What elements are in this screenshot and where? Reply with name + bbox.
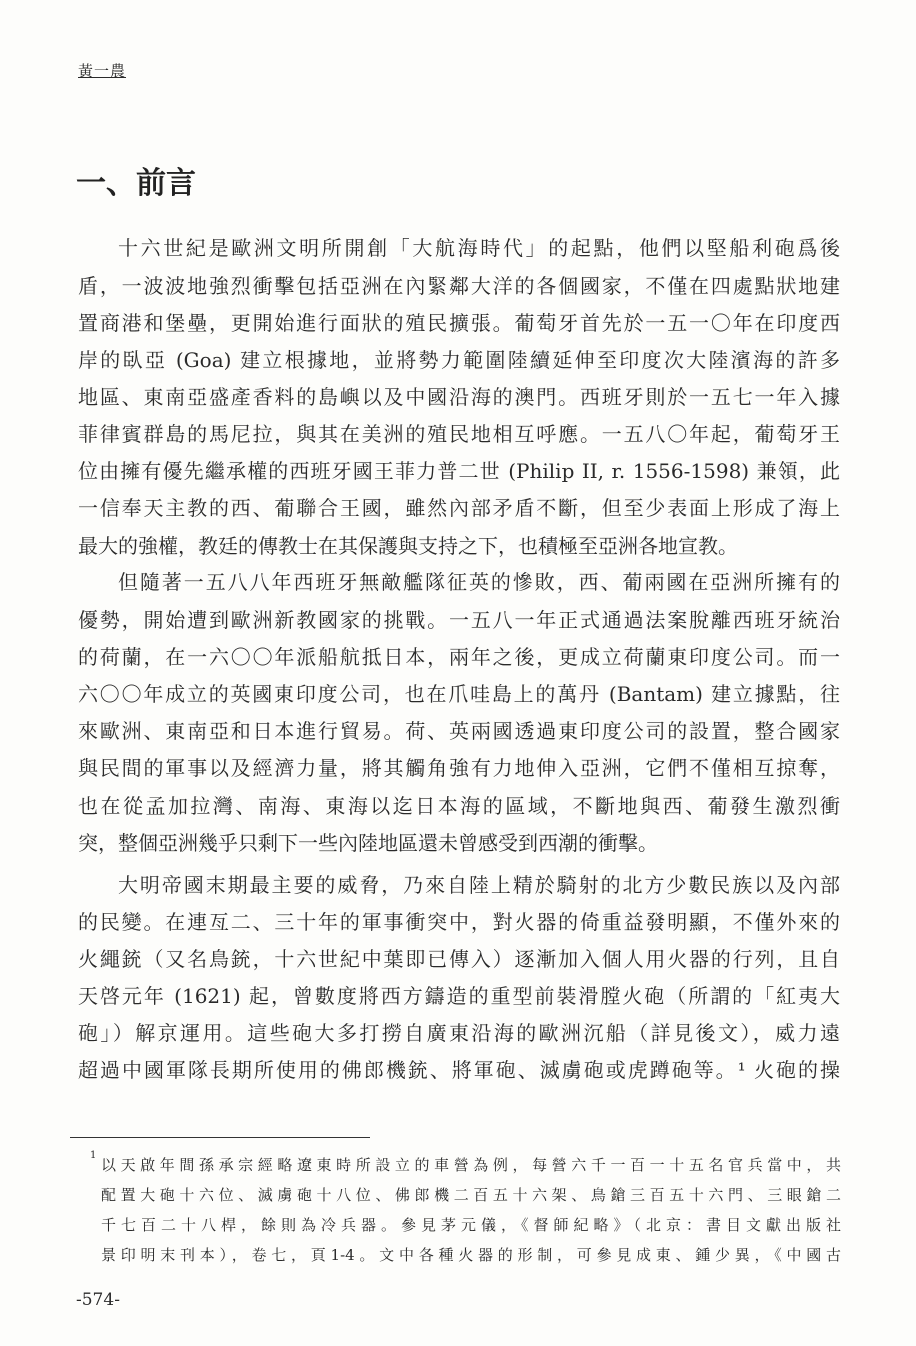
text-line: 來歐洲、東南亞和日本進行貿易。荷、英兩國透過東印度公司的設置，整合國家 xyxy=(78,719,840,743)
footnote-divider xyxy=(70,1137,370,1138)
text-line: 岸的臥亞 (Goa) 建立根據地，並將勢力範圍陸續延伸至印度次大陸濱海的許多 xyxy=(78,348,840,372)
text-line: 盾，一波波地強烈衝擊包括亞洲在內緊鄰大洋的各個國家，不僅在四處點狀地建 xyxy=(78,274,840,298)
text-line: 突，整個亞洲幾乎只剩下一些內陸地區還未曾感受到西潮的衝擊。 xyxy=(78,831,658,855)
text-line: 砲」）解京運用。這些砲大多打撈自廣東沿海的歐洲沉船（詳見後文），威力遠 xyxy=(78,1021,840,1045)
footnote-line: 景印明末刊本），卷七，頁1-4。文中各種火器的形制，可參見成東、鍾少異，《中國古 xyxy=(101,1246,841,1264)
text-line: 與民間的軍事以及經濟力量，將其觸角強有力地伸入亞洲，它們不僅相互掠奪， xyxy=(78,756,840,780)
text-line: 火繩銃（又名鳥銃，十六世紀中葉即已傳入）逐漸加入個人用火器的行列，且自 xyxy=(78,947,840,971)
footnote-line: 千七百二十八桿，餘則為冷兵器。參見茅元儀，《督師紀略》（北京：書目文獻出版社 xyxy=(101,1216,841,1234)
text-line: 十六世紀是歐洲文明所開創「大航海時代」的起點，他們以堅船利砲爲後 xyxy=(118,236,840,260)
text-line: 優勢，開始遭到歐洲新教國家的挑戰。一五八一年正式通過法案脫離西班牙統治 xyxy=(78,608,840,632)
text-line: 但隨著一五八八年西班牙無敵艦隊征英的慘敗，西、葡兩國在亞洲所擁有的 xyxy=(118,570,840,594)
text-line: 超過中國軍隊長期所使用的佛郎機銃、將軍砲、滅虜砲或虎蹲砲等。¹ 火砲的操 xyxy=(78,1058,840,1082)
text-line: 位由擁有優先繼承權的西班牙國王菲力普二世 (Philip II, r. 1556-1598) 兼領，此 xyxy=(78,459,840,483)
footnote-line: 以天啟年間孫承宗經略遼東時所設立的車營為例，每營六千一百一十五名官兵當中，共 xyxy=(101,1156,841,1174)
page-number: -574- xyxy=(76,1290,120,1310)
text-line: 地區、東南亞盛產香料的島嶼以及中國沿海的澳門。西班牙則於一五七一年入據 xyxy=(78,385,840,409)
footnote-marker: 1 xyxy=(90,1150,97,1161)
text-line: 的民變。在連亙二、三十年的軍事衝突中，對火器的倚重益發明顯，不僅外來的 xyxy=(78,910,840,934)
text-line: 天啓元年 (1621) 起，曾數度將西方鑄造的重型前裝滑膛火砲（所謂的「紅夷大 xyxy=(78,984,840,1008)
running-header-author: 黃一農 xyxy=(78,62,127,80)
text-line: 六〇〇年成立的英國東印度公司，也在爪哇島上的萬丹 (Bantam) 建立據點，往 xyxy=(78,682,840,706)
footnote-line: 配置大砲十六位、滅虜砲十八位、佛郎機二百五十六架、鳥鎗三百五十六門、三眼鎗二 xyxy=(101,1186,841,1204)
text-line: 最大的強權，教廷的傳教士在其保護與支持之下，也積極至亞洲各地宣教。 xyxy=(78,534,738,558)
text-line: 菲律賓群島的馬尼拉，與其在美洲的殖民地相互呼應。一五八〇年起，葡萄牙王 xyxy=(78,422,840,446)
text-line: 置商港和堡壘，更開始進行面狀的殖民擴張。葡萄牙首先於一五一〇年在印度西 xyxy=(78,311,840,335)
text-line: 的荷蘭，在一六〇〇年派船航抵日本，兩年之後，更成立荷蘭東印度公司。而一 xyxy=(78,645,840,669)
section-title: 一、前言 xyxy=(76,166,196,201)
text-line: 也在從孟加拉灣、南海、東海以迄日本海的區域，不斷地與西、葡發生激烈衝 xyxy=(78,794,840,818)
text-line: 大明帝國末期最主要的威脅，乃來自陸上精於騎射的北方少數民族以及內部 xyxy=(118,873,840,897)
text-line: 一信奉天主教的西、葡聯合王國，雖然內部矛盾不斷，但至少表面上形成了海上 xyxy=(78,496,840,520)
